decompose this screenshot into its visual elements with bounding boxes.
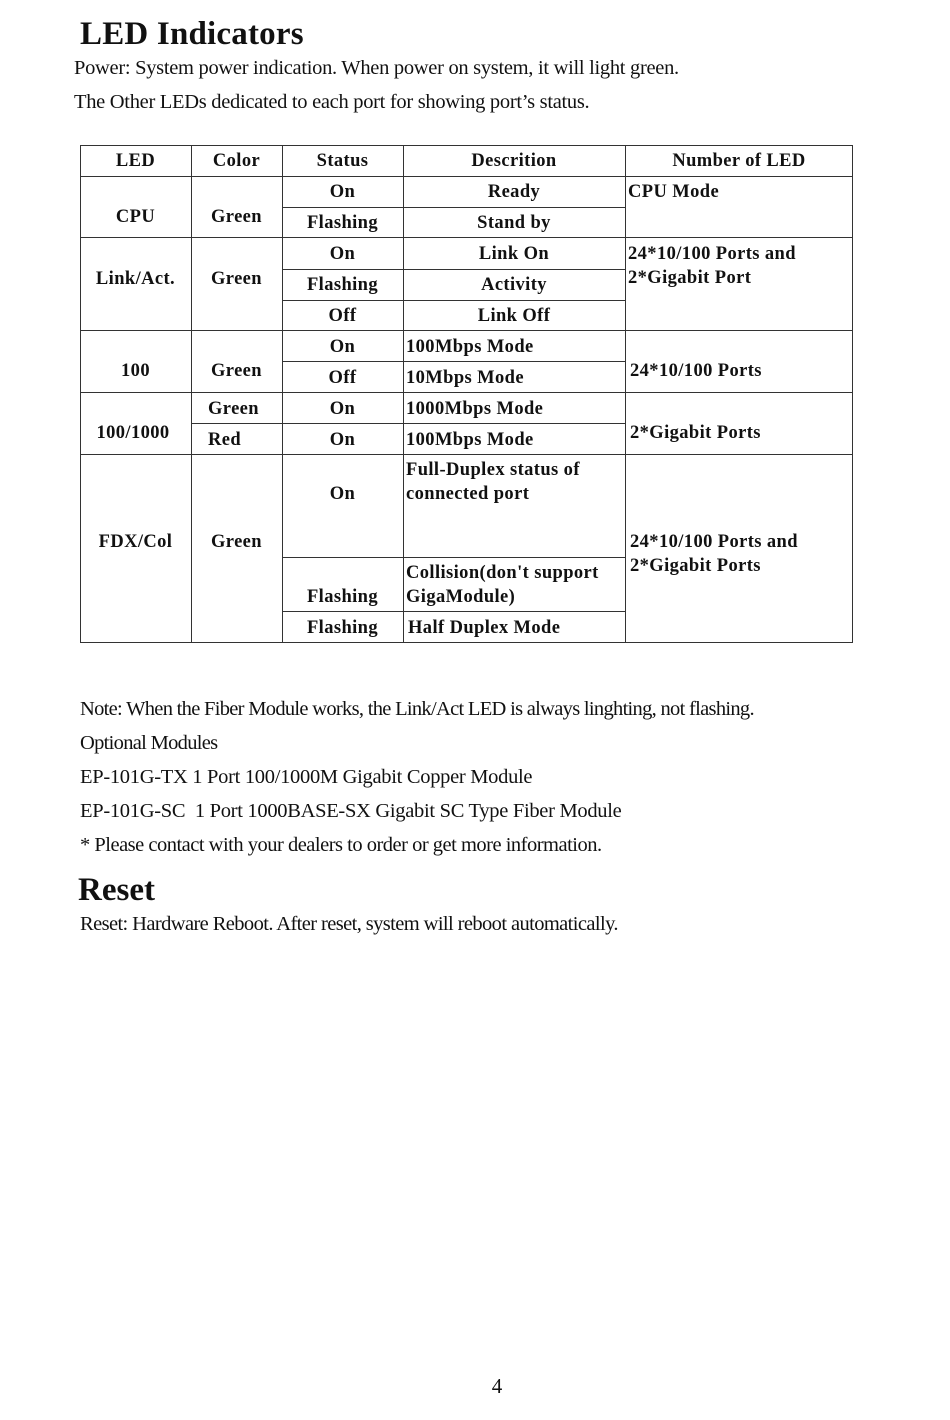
cell-link-desc-on: Link On xyxy=(478,244,550,264)
cell-fdx-desc-half: Half Duplex Mode xyxy=(408,618,561,638)
header-description: Descrition xyxy=(471,151,557,171)
cell-gigabit-status-red: On xyxy=(329,430,356,450)
cell-cpu-status-on: On xyxy=(329,182,356,202)
intro-power-text: Power: System power indication. When power on system, it will light green. xyxy=(74,57,679,79)
cell-fdx-led: FDX/Col xyxy=(98,532,173,552)
cell-cpu-desc-ready: Ready xyxy=(487,182,541,202)
header-number: Number of LED xyxy=(672,151,806,171)
cell-100-led: 100 xyxy=(121,361,150,381)
reset-text: Reset: Hardware Reboot. After reset, system will reboot automatically. xyxy=(80,913,618,935)
cell-link-led: Link/Act. xyxy=(95,269,176,289)
cell-link-color: Green xyxy=(211,269,262,289)
header-color: Color xyxy=(212,151,261,171)
cell-fdx-desc-collision: Collision(don't support GigaModule) xyxy=(406,563,599,607)
cell-gigabit-color-green: Green xyxy=(208,399,259,419)
intro-ports-text: The Other LEDs dedicated to each port for showing port’s status. xyxy=(74,91,590,113)
module-sc-text: EP-101G-SC 1 Port 1000BASE-SX Gigabit SC Type Fiber Module xyxy=(80,800,622,822)
cell-100-status-on: On xyxy=(329,337,356,357)
header-status: Status xyxy=(316,151,369,171)
cell-100-status-off: Off xyxy=(328,368,357,388)
cell-link-status-on: On xyxy=(329,244,356,264)
cell-link-status-flashing: Flashing xyxy=(306,275,379,295)
cell-100-color: Green xyxy=(211,361,262,381)
cell-gigabit-color-red: Red xyxy=(208,430,242,450)
cell-cpu-color: Green xyxy=(211,207,262,227)
cell-fdx-status-on: On xyxy=(329,484,356,504)
cell-fdx-status-flashing-1: Flashing xyxy=(306,587,379,607)
cell-cpu-number: CPU Mode xyxy=(628,182,720,202)
cell-100-number: 24*10/100 Ports xyxy=(630,361,762,381)
cell-cpu-desc-standby: Stand by xyxy=(477,213,551,233)
reset-heading: Reset xyxy=(78,872,155,908)
cell-100-desc-on: 100Mbps Mode xyxy=(406,337,534,357)
optional-modules-text: Optional Modules xyxy=(80,732,218,754)
cell-100-desc-off: 10Mbps Mode xyxy=(406,368,524,388)
cell-fdx-desc-on: Full-Duplex status of connected port xyxy=(406,460,580,504)
note-fiber-text: Note: When the Fiber Module works, the Link/Act LED is always linghting, not flashing. xyxy=(80,698,754,720)
page-number: 4 xyxy=(491,1374,503,1398)
cell-link-status-off: Off xyxy=(328,306,357,326)
cell-gigabit-desc-green: 1000Mbps Mode xyxy=(406,399,544,419)
header-led: LED xyxy=(115,151,156,171)
cell-gigabit-desc-red: 100Mbps Mode xyxy=(406,430,534,450)
led-indicators-heading: LED Indicators xyxy=(80,16,304,52)
cell-gigabit-status-green: On xyxy=(329,399,356,419)
cell-cpu-led: CPU xyxy=(115,207,156,227)
cell-fdx-status-flashing-2: Flashing xyxy=(306,618,379,638)
contact-dealers-text: * Please contact with your dealers to order or get more information. xyxy=(80,834,602,856)
cell-cpu-status-flashing: Flashing xyxy=(306,213,379,233)
cell-fdx-number: 24*10/100 Ports and 2*Gigabit Ports xyxy=(630,532,798,576)
led-table xyxy=(80,145,853,643)
cell-link-number: 24*10/100 Ports and 2*Gigabit Port xyxy=(628,244,796,288)
cell-gigabit-led: 100/1000 xyxy=(96,423,170,443)
cell-gigabit-number: 2*Gigabit Ports xyxy=(630,423,761,443)
cell-link-desc-off: Link Off xyxy=(477,306,551,326)
cell-fdx-color: Green xyxy=(211,532,262,552)
module-tx-text: EP-101G-TX 1 Port 100/1000M Gigabit Copper Module xyxy=(80,766,533,788)
cell-link-desc-activity: Activity xyxy=(481,275,547,295)
